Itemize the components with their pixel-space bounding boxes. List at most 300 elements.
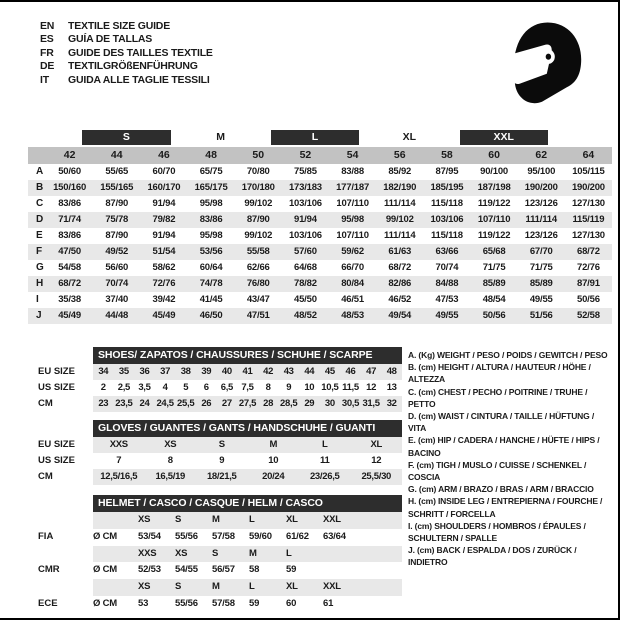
size-cell: S — [175, 514, 182, 525]
unit-spacer — [93, 512, 138, 529]
value-cell: 7 — [116, 455, 122, 466]
measure-value: 87/90 — [246, 214, 270, 225]
measure-row-e — [28, 228, 612, 244]
measure-value: 41/45 — [199, 294, 223, 305]
helmet-size-table — [28, 495, 402, 613]
row-key: D — [36, 214, 44, 225]
value-cell: 12 — [366, 382, 377, 393]
value-cell: 25,5/30 — [361, 471, 392, 482]
measure-value: 91/94 — [152, 230, 176, 241]
measure-value: 83/86 — [199, 214, 223, 225]
measure-value: 47/50 — [58, 246, 81, 257]
size-cell: XS — [138, 514, 151, 525]
measure-value: 61/63 — [388, 246, 412, 257]
legend-item: G. (cm) ARM / BRAZO / BRAS / ARM / BRACCIO — [408, 484, 594, 495]
helmet-rows — [28, 512, 402, 613]
measure-value: 87/95 — [435, 166, 459, 177]
helmet-values — [93, 529, 402, 546]
value-cell: 9 — [219, 455, 225, 466]
value-cell: 54/55 — [175, 564, 198, 576]
measure-value: 83/88 — [341, 166, 364, 177]
row-label: US SIZE — [38, 382, 75, 393]
size-cell: XL — [286, 581, 298, 593]
measure-value: 75/78 — [105, 214, 129, 225]
value-cell: 28,5 — [280, 398, 298, 409]
row-label: CMR — [38, 564, 60, 576]
value-cell: 7,5 — [241, 382, 254, 393]
measure-value: 51/56 — [529, 310, 553, 321]
row-label: US SIZE — [38, 455, 75, 466]
gloves-row — [28, 469, 402, 485]
row-key: G — [36, 262, 44, 273]
measure-value: 95/98 — [199, 230, 223, 241]
measure-value: 190/200 — [524, 182, 558, 193]
unit-spacer — [93, 579, 138, 596]
value-cell: 25,5 — [177, 398, 195, 409]
size-cell: L — [249, 514, 255, 525]
measure-value: 75/85 — [294, 166, 317, 177]
legend-item: D. (cm) WAIST / CINTURA / TAILLE / HÜFTUNG / VITA — [408, 411, 595, 434]
measure-value: 119/122 — [477, 198, 511, 209]
measure-value: 65/75 — [199, 166, 223, 177]
measure-value: 99/102 — [244, 230, 273, 241]
measure-value: 72/76 — [152, 278, 176, 289]
row-label — [28, 512, 93, 529]
language-code: DE — [40, 60, 55, 73]
size-col: 50 — [252, 149, 265, 161]
value-cell: 2,5 — [117, 382, 131, 393]
measure-value: 45/49 — [58, 310, 81, 321]
measure-value: 103/106 — [430, 214, 464, 225]
value-cell: 12 — [371, 455, 382, 466]
measure-value: 67/70 — [529, 246, 553, 257]
language-label: TEXTILE SIZE GUIDE — [68, 20, 170, 32]
helmet-sizes — [93, 512, 402, 529]
value-cell: XL — [370, 439, 383, 450]
measure-value: 177/187 — [336, 182, 370, 193]
legend-item: I. (cm) SHOULDERS / HOMBROS / ÉPAULES / SCHULTERN / SPALLE — [408, 520, 586, 544]
size-cell: M — [212, 514, 220, 525]
measure-value: 155/165 — [100, 182, 134, 193]
value-cell: 38 — [180, 366, 191, 377]
measure-value: 54/58 — [58, 262, 81, 273]
value-cell: 4 — [162, 382, 168, 393]
value-cell: 3,5 — [138, 382, 151, 393]
size-group-l: L — [271, 130, 359, 145]
measure-value: 59/62 — [341, 246, 364, 257]
value-cell — [323, 562, 360, 579]
shoes-values — [93, 364, 402, 380]
gloves-row — [28, 437, 402, 453]
helmet-sizes-row — [28, 579, 402, 596]
value-cell: 26 — [201, 398, 212, 409]
value-cell: 34 — [98, 366, 109, 377]
value-cell: S — [218, 439, 225, 450]
value-cell: 29 — [304, 398, 315, 409]
measure-value: 68/72 — [388, 262, 412, 273]
legend-item: B. (cm) HEIGHT / ALTURA / HAUTEUR / HÖHE / ALTEZZA — [408, 362, 591, 385]
helmet-sizes — [93, 579, 402, 596]
measure-value: 56/60 — [105, 262, 129, 273]
size-cell: XXS — [138, 547, 157, 559]
measure-value: 115/119 — [572, 214, 605, 225]
value-cell: 63/64 — [323, 530, 346, 542]
measure-value: 48/54 — [482, 294, 506, 305]
language-row — [40, 33, 213, 46]
shoes-values — [93, 396, 402, 412]
measure-value: 51/54 — [152, 246, 176, 257]
language-code: FR — [40, 46, 54, 59]
measure-row-i — [28, 292, 612, 308]
language-row — [40, 60, 213, 73]
measure-value: 91/94 — [294, 214, 317, 225]
size-col: 62 — [535, 149, 548, 161]
measure-value: 74/78 — [199, 278, 223, 289]
measure-value: 39/42 — [152, 294, 176, 305]
measure-value: 115/118 — [430, 198, 463, 209]
value-cell: 11 — [320, 455, 330, 466]
measure-value: 60/70 — [152, 166, 176, 177]
shoes-row — [28, 364, 402, 380]
value-cell: 8 — [167, 455, 173, 466]
language-label: GUÍA DE TALLAS — [68, 33, 153, 46]
size-cell — [323, 546, 360, 563]
gloves-values — [93, 469, 402, 485]
clothing-size-table — [28, 130, 612, 324]
measure-row-c — [28, 196, 612, 212]
size-cell: XS — [175, 547, 188, 559]
value-cell: 61 — [323, 597, 334, 609]
gloves-rows — [28, 437, 402, 485]
measure-value: 47/51 — [246, 310, 270, 321]
value-cell: 10 — [304, 382, 315, 393]
value-cell: XS — [164, 439, 177, 450]
value-cell: 27 — [221, 398, 232, 409]
measure-value: 65/68 — [482, 246, 506, 257]
measure-value: 99/102 — [244, 198, 273, 209]
legend-item: C. (cm) CHEST / PECHO / POITRINE / TRUHE / PETTO — [408, 386, 588, 409]
language-code: IT — [40, 73, 49, 86]
measure-value: 68/72 — [58, 278, 81, 289]
language-label: GUIDE DES TAILLES TEXTILE — [68, 46, 213, 59]
measure-value: 70/80 — [246, 166, 270, 177]
value-cell: 56/57 — [212, 564, 235, 576]
size-cell: L — [286, 547, 292, 559]
measure-value: 107/110 — [336, 198, 369, 209]
value-cell: 28 — [263, 398, 274, 409]
size-cell: M — [249, 547, 257, 559]
value-cell: 6,5 — [220, 382, 234, 393]
measure-value: 50/56 — [577, 294, 600, 305]
measure-value: 80/84 — [341, 278, 364, 289]
shoes-row — [28, 380, 402, 396]
measure-value: 50/56 — [482, 310, 506, 321]
shoes-values — [93, 380, 402, 396]
measure-value: 57/60 — [294, 246, 317, 257]
measure-value: 103/106 — [288, 230, 322, 241]
row-label: FIA — [38, 530, 54, 542]
measure-value: 95/100 — [527, 166, 556, 177]
measure-value: 68/72 — [577, 246, 600, 257]
measure-value: 111/114 — [384, 198, 416, 209]
measure-value: 90/100 — [480, 166, 508, 177]
language-label: GUIDA ALLE TAGLIE TESSILI — [68, 73, 210, 86]
measure-value: 182/190 — [383, 182, 417, 193]
size-col: 56 — [393, 149, 406, 161]
measure-value: 123/126 — [524, 198, 558, 209]
size-col: 42 — [63, 149, 76, 161]
measure-value: 87/91 — [577, 278, 600, 289]
unit-cell: Ø CM — [93, 564, 118, 576]
unit-cell: Ø CM — [93, 597, 118, 609]
measure-value: 150/160 — [53, 182, 87, 193]
measure-row-h — [28, 276, 612, 292]
measure-row-j — [28, 308, 612, 324]
measure-value: 83/86 — [58, 230, 81, 241]
legend-item: J. (cm) BACK / ESPALDA / DOS / ZURÜCK / INDIETRO — [408, 545, 577, 568]
value-cell: 27,5 — [238, 398, 257, 409]
measure-value: 119/122 — [477, 230, 511, 241]
value-cell: 10,5 — [321, 382, 339, 393]
measure-value: 85/92 — [388, 166, 412, 177]
shoes-table-title: SHOES/ ZAPATOS / CHAUSSURES / SCHUHE / SCARPE — [93, 347, 402, 364]
top-border — [0, 0, 620, 2]
measure-value: 85/89 — [529, 278, 553, 289]
measure-value: 165/175 — [194, 182, 228, 193]
measure-value: 127/130 — [571, 230, 605, 241]
size-cell: S — [175, 581, 182, 593]
measure-value: 48/53 — [341, 310, 364, 321]
shoes-table — [28, 347, 402, 412]
measure-value: 35/38 — [58, 294, 81, 305]
measure-value: 64/68 — [294, 262, 317, 273]
value-cell: 30 — [324, 398, 335, 409]
value-cell: 37 — [160, 366, 171, 377]
gloves-table — [28, 420, 402, 485]
row-key: B — [36, 182, 44, 193]
size-col: 52 — [299, 149, 312, 161]
measure-value: 55/58 — [246, 246, 270, 257]
helmet-table-title: HELMET / CASCO / CASQUE / HELM / CASCO — [93, 495, 402, 512]
row-label: EU SIZE — [38, 366, 75, 377]
value-cell: 35 — [118, 366, 129, 377]
legend-item: H. (cm) INSIDE LEG / ENTREPIERNA / FOURCHE / SCHRITT / FORCELLA — [408, 496, 603, 519]
row-key: A — [36, 166, 44, 177]
measure-value: 91/94 — [152, 198, 176, 209]
value-cell: L — [321, 439, 328, 450]
size-col: 48 — [205, 149, 217, 161]
gloves-values — [93, 453, 402, 469]
measure-value: 45/50 — [294, 294, 317, 305]
value-cell: 59 — [286, 564, 297, 576]
size-cell: L — [249, 581, 255, 593]
measure-value: 84/88 — [435, 278, 459, 289]
legend-item: A. (Kg) WEIGHT / PESO / POIDS / GEWITCH / PESO — [408, 350, 608, 360]
size-col: 58 — [441, 149, 453, 161]
size-group-xxl: XXL — [460, 130, 548, 145]
unit-cell: Ø CM — [93, 530, 118, 542]
measure-row-b — [28, 180, 612, 196]
row-key: E — [36, 230, 43, 241]
measure-value: 46/51 — [341, 294, 364, 305]
value-cell: 53/54 — [138, 530, 161, 542]
gloves-table-title: GLOVES / GUANTES / GANTS / HANDSCHUHE / GUANTI — [93, 420, 402, 437]
measure-value: 52/58 — [577, 310, 600, 321]
measure-value: 185/195 — [430, 182, 464, 193]
measure-value: 60/64 — [199, 262, 223, 273]
value-cell: 23/26,5 — [309, 471, 340, 482]
measure-value: 70/74 — [105, 278, 129, 289]
measure-value: 170/180 — [241, 182, 275, 193]
measure-row-d — [28, 212, 612, 228]
measure-value: 187/198 — [477, 182, 511, 193]
language-title-list — [40, 20, 213, 87]
value-cell: 61/62 — [286, 530, 309, 542]
value-cell: 55/56 — [175, 530, 198, 542]
size-cell: M — [212, 581, 220, 593]
row-label: ECE — [38, 597, 58, 609]
row-key: F — [36, 246, 43, 257]
measure-value: 71/75 — [529, 262, 553, 273]
value-cell: 58 — [249, 564, 260, 576]
row-key: I — [36, 294, 39, 305]
size-col: 64 — [582, 149, 595, 161]
value-cell: 42 — [263, 366, 274, 377]
size-cell: XS — [138, 581, 151, 593]
measure-value: 79/82 — [152, 214, 176, 225]
value-cell: 18/21,5 — [206, 471, 237, 482]
size-col: 54 — [346, 149, 359, 161]
value-cell: 57/58 — [212, 530, 235, 542]
measure-value: 49/55 — [435, 310, 459, 321]
helmet-values — [93, 596, 402, 613]
value-cell: 53 — [138, 597, 149, 609]
size-cell: S — [212, 547, 219, 559]
value-cell: 40 — [221, 366, 232, 377]
value-cell: 9 — [286, 382, 292, 393]
row-key: C — [36, 198, 44, 209]
legend-item: F. (cm) TIGH / MUSLO / CUISSE / SCHENKEL / COSCIA — [408, 459, 587, 483]
value-cell: 59 — [249, 597, 260, 609]
unit-spacer — [93, 546, 138, 563]
measure-value: 46/50 — [199, 310, 223, 321]
value-cell: 57/58 — [212, 597, 235, 609]
measure-value: 37/40 — [105, 294, 129, 305]
size-col: 60 — [488, 149, 500, 161]
language-label: TEXTILGRÖßENFÜHRUNG — [68, 60, 198, 73]
value-cell: 44 — [304, 366, 315, 377]
row-key: H — [36, 278, 44, 289]
helmet-data-row-cmr — [28, 562, 402, 579]
measure-value: 95/98 — [199, 198, 223, 209]
gloves-values — [93, 437, 402, 453]
size-group-s: S — [82, 130, 170, 145]
measure-value: 53/56 — [199, 246, 223, 257]
value-cell: 32 — [386, 398, 397, 409]
measure-value: 62/66 — [246, 262, 270, 273]
measure-value: 107/110 — [336, 230, 369, 241]
value-cell: 13 — [386, 382, 397, 393]
measure-value: 190/200 — [571, 182, 605, 193]
value-cell: 8 — [265, 382, 271, 393]
row-label: CM — [38, 471, 53, 482]
value-cell: 20/24 — [262, 471, 285, 482]
value-cell: 23 — [98, 398, 109, 409]
measure-value: 111/114 — [525, 214, 557, 225]
value-cell: 48 — [386, 366, 397, 377]
value-cell: 60 — [286, 597, 297, 609]
value-cell: 43 — [283, 366, 294, 377]
helmet-values — [93, 562, 402, 579]
measure-value: 58/62 — [152, 262, 176, 273]
language-code: EN — [40, 20, 55, 32]
value-cell: 23,5 — [115, 398, 133, 409]
measure-value: 105/115 — [572, 166, 605, 177]
language-code: ES — [40, 33, 54, 46]
helmet-icon — [506, 18, 586, 108]
language-row — [40, 74, 213, 87]
size-group-m: M — [216, 131, 226, 143]
measure-value: 82/86 — [388, 278, 412, 289]
row-label — [28, 579, 93, 596]
size-cell: XXL — [323, 581, 341, 593]
language-row — [40, 47, 213, 60]
helmet-data-row-fia — [28, 529, 402, 546]
measure-value: 49/54 — [388, 310, 412, 321]
size-cell: XL — [286, 514, 298, 525]
measure-value: 87/90 — [105, 198, 129, 209]
measure-value: 70/74 — [435, 262, 459, 273]
value-cell: 59/60 — [249, 530, 272, 542]
value-cell: 16,5/19 — [155, 471, 186, 482]
legend-item: E. (cm) HIP / CADERA / HANCHE / HÜFTE / HIPS / BACINO — [408, 435, 600, 458]
measure-value: 45/49 — [152, 310, 176, 321]
value-cell: 6 — [203, 382, 209, 393]
value-cell: 52/53 — [138, 564, 161, 576]
measure-value: 43/47 — [246, 294, 270, 305]
measurement-rows — [28, 164, 612, 324]
value-cell: 45 — [324, 366, 335, 377]
size-cell: XXL — [323, 514, 341, 525]
measure-value: 71/74 — [58, 214, 81, 225]
value-cell: M — [269, 439, 278, 450]
measure-value: 99/102 — [385, 214, 414, 225]
size-col: 46 — [158, 149, 170, 161]
value-cell: 46 — [345, 366, 356, 377]
value-cell: XXS — [109, 439, 128, 450]
value-cell: 47 — [366, 366, 377, 377]
size-header-row — [28, 147, 612, 164]
measure-value: 66/70 — [341, 262, 364, 273]
measure-value: 103/106 — [288, 198, 322, 209]
value-cell: 24,5 — [156, 398, 174, 409]
measurement-legend — [408, 349, 613, 569]
measure-value: 46/52 — [388, 294, 412, 305]
size-group-row — [28, 130, 612, 145]
value-cell: 55/56 — [175, 597, 198, 609]
measure-value: 123/126 — [524, 230, 558, 241]
value-cell: 36 — [139, 366, 150, 377]
row-label — [28, 546, 93, 563]
helmet-sizes-row — [28, 546, 402, 563]
helmet-sizes-row — [28, 512, 402, 529]
measure-value: 76/80 — [246, 278, 270, 289]
value-cell: 30,5 — [341, 398, 360, 409]
measure-value: 115/118 — [430, 230, 463, 241]
shoes-row — [28, 396, 402, 412]
measure-value: 85/89 — [482, 278, 506, 289]
measure-value: 87/90 — [105, 230, 129, 241]
